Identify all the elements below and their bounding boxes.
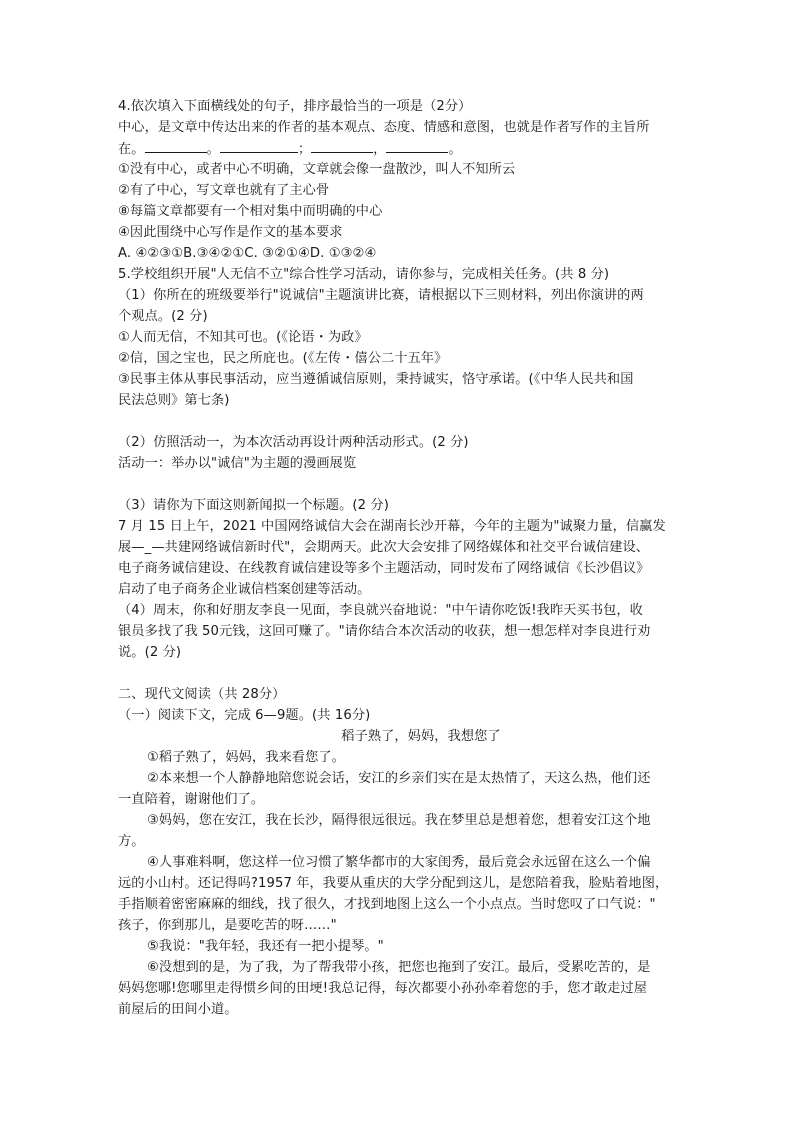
article-paragraph-3-line1: ③妈妈，您在安江，我在长沙，隔得很远很远。我在梦里总是想着您，想着安江这个地 [147,813,651,828]
q5-part1-line1: （1）你所在的班级要举行"说诚信"主题演讲比赛，请根据以下三则材料，列出你演讲的两 [118,288,644,303]
q5-material-3-line2: 民法总则》第七条) [118,393,230,408]
q5-part3-line3: 展—_—共建网络诚信新时代"，会期两天。此次大会安排了网络媒体和社交平台诚信建设、 [118,540,650,555]
section2-heading: 二、现代文阅读（共 28分） [118,687,286,702]
q4-heading: 4.依次填入下面横线处的句子，排序最恰当的一项是（2分） [118,99,472,114]
exam-page [118,96,684,1020]
q5-part2-line2: 活动一：举办以"诚信"为主题的漫画展览 [118,456,357,471]
article-paragraph-1: ①稻子熟了，妈妈，我来看您了。 [147,750,345,765]
article-paragraph-6-line3: 前屋后的田间小道。 [118,1002,238,1017]
q5-material-3-line1: ③民事主体从事民事活动，应当遵循诚信原则，秉持诚实，恪守承诺。(《中华人民共和国 [118,372,634,387]
q4-stem-line2 [118,138,684,159]
article-paragraph-2-line1: ②本来想一个人静静地陪您说会话，安江的乡亲们实在是太热情了，天这么热，他们还 [147,771,651,786]
answer-space [118,474,684,495]
q5-part4-line1: （4）周末，你和好朋友李良一见面，李良就兴奋地说："中午请你吃饭!我昨天买书包，收 [118,603,643,618]
answer-blank-4[interactable] [386,138,448,153]
article-paragraph-2-line2: 一直陪着，谢谢他们了。 [118,792,265,807]
answer-blank-3[interactable] [311,138,373,153]
article-title: 稻子熟了，妈妈，我想您了 [341,729,501,744]
article-paragraph-6-line1: ⑥没想到的是，为了我，为了帮我带小孩，把您也拖到了安江。最后，受累吃苦的，是 [147,960,651,975]
q5-part3-line2: 7 月 15 日上午，2021 中国网络诚信大会在湖南长沙开幕，今年的主题为"诚聚力量，信赢发 [118,519,666,534]
article-paragraph-4-line2: 远的小山村。还记得吗?1957 年，我要从重庆的大学分配到这儿，是您陪着我，脸贴着地图， [118,876,669,891]
q4-sep-2: ； [297,142,312,157]
q4-option-3: ⑧每篇文章都要有一个相对集中而明确的中心 [118,204,383,219]
answer-space [118,411,684,432]
q4-option-4: ④因此围绕中心写作是作文的基本要求 [118,225,343,240]
q4-option-1: ①没有中心，或者中心不明确，文章就会像一盘散沙，叫人不知所云 [118,162,516,177]
article-paragraph-4-line3: 手指顺着密密麻麻的细线，找了很久，才找到地图上这么一个小点点。当时您叹了口气说：" [118,897,656,912]
answer-space [118,663,684,684]
q4-option-2: ②有了中心，写文章也就有了主心骨 [118,183,330,198]
q5-part3-line5: 启动了电子商务企业诚信档案创建等活动。 [118,582,371,597]
q5-part1-line2: 个观点。(2 分) [118,309,208,324]
section2-subheading: （一）阅读下文，完成 6—9题。(共 16分) [118,708,371,723]
q5-part4-line2: 银员多找了我 50元钱，这回可赚了。"请你结合本次活动的收获，想一想怎样对李良进行劝 [118,624,651,639]
article-paragraph-5: ⑤我说："我年轻，我还有一把小提琴。" [147,939,384,954]
q4-stem-line1: 中心，是文章中传达出来的作者的基本观点、态度、情感和意图，也就是作者写作的主旨所 [118,120,650,135]
q5-part3-line4: 电子商务诚信建设、在线教育诚信建设等多个主题活动，同时发布了网络诚信《长沙倡议》 [118,561,650,576]
q4-sep-4: 。 [448,142,462,157]
q5-material-2: ②信，国之宝也，民之所庇也。(《左传・僖公二十五年》 [118,351,448,366]
answer-blank-1[interactable] [145,138,207,153]
q5-part2-line1: （2）仿照活动一，为本次活动再设计两种活动形式。(2 分) [118,435,469,450]
article-paragraph-4-line4: 孩子，你到那儿，是要吃苦的呀……" [118,918,337,933]
q4-sep-1: 。 [206,142,220,157]
q4-stem-prefix: 在。 [118,142,145,157]
article-paragraph-6-line2: 妈妈您哪!您哪里走得惯乡间的田埂!我总记得，每次都要小孙孙牵着您的手，您才敢走过屋 [118,981,647,996]
q4-choices: A. ④②③①B.③④②①C. ③②①④D. ①③②④ [118,246,377,261]
q5-part3-line1: （3）请你为下面这则新闻拟一个标题。(2 分) [118,498,389,513]
q5-part4-line3: 说。(2 分) [118,645,182,660]
article-paragraph-3-line2: 方。 [118,834,145,849]
q4-sep-3: ， [373,142,387,157]
q5-heading: 5.学校组织开展"人无信不立"综合性学习活动，请你参与，完成相关任务。(共 8 分) [118,267,610,282]
q5-material-1: ①人而无信，不知其可也。(《论语・为政》 [118,330,368,345]
article-paragraph-4-line1: ④人事难料啊，您这样一位习惯了繁华都市的大家闺秀，最后竟会永远留在这么一个偏 [147,855,651,870]
answer-blank-2[interactable] [220,138,298,153]
